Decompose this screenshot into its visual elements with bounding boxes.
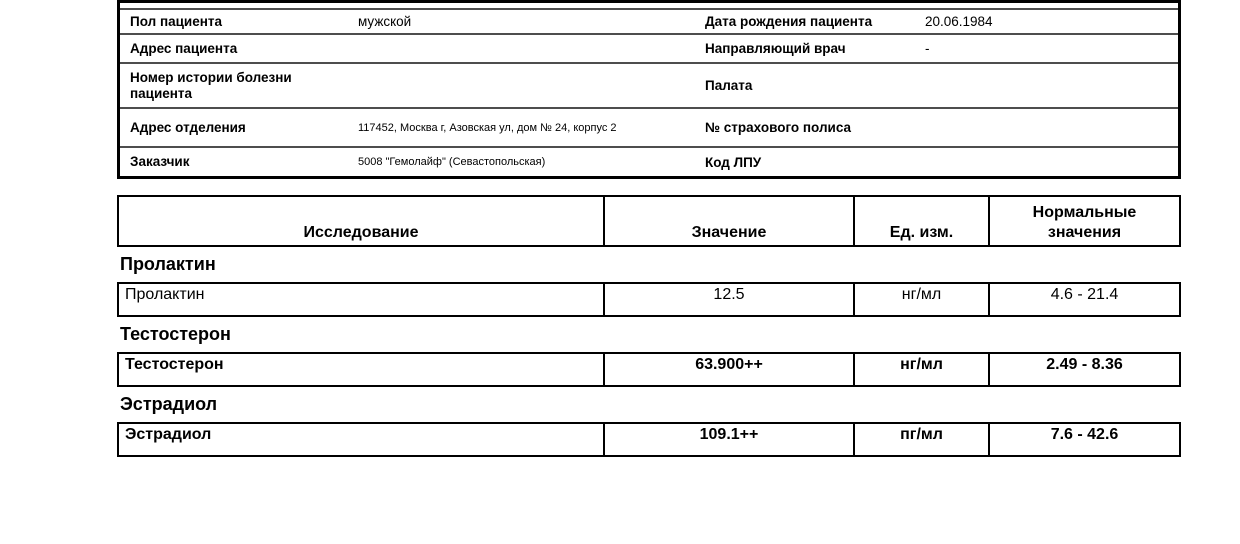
field-label-customer: Заказчик (130, 154, 190, 169)
field-value-referring-doctor: - (925, 41, 930, 56)
section-title-testosterone: Тестостерон (120, 324, 231, 344)
result-normal-range: 7.6 - 42.6 (988, 424, 1179, 455)
result-row-estradiol (117, 422, 1181, 457)
patient-row-address-doctor (120, 35, 1178, 62)
result-normal-range: 4.6 - 21.4 (988, 284, 1179, 315)
result-value: 12.5 (603, 284, 853, 315)
result-row-prolactin (117, 282, 1181, 317)
field-label-history-number: Номер истории болезни пациента (130, 69, 292, 101)
results-table (117, 195, 1181, 457)
field-value-sex: мужской (358, 14, 412, 29)
patient-info-table (117, 0, 1181, 179)
field-label-insurance-policy: № страхового полиса (705, 120, 852, 135)
result-unit: нг/мл (853, 284, 988, 315)
result-test-name: Тестостерон (125, 356, 224, 373)
result-row-testosterone (117, 352, 1181, 387)
field-value-department-address: 117452, Москва г, Азовская ул, дом № 24, корпус 2 (358, 121, 617, 134)
column-header-normal-values: Нормальные значения (988, 197, 1179, 245)
field-value-birthdate: 20.06.1984 (925, 14, 993, 29)
section-title-estradiol: Эстрадиол (120, 394, 218, 414)
field-label-patient-address: Адрес пациента (130, 40, 238, 56)
column-header-value: Значение (603, 197, 853, 245)
result-unit: пг/мл (853, 424, 988, 455)
patient-row-sex-birthdate (120, 10, 1178, 33)
column-header-test: Исследование (303, 224, 419, 241)
field-label-referring-doctor: Направляющий врач (705, 41, 846, 56)
column-header-unit: Ед. изм. (853, 197, 988, 245)
field-label-lpu-code: Код ЛПУ (705, 154, 762, 170)
results-header-row (117, 195, 1181, 247)
field-label-birthdate: Дата рождения пациента (705, 14, 873, 29)
field-label-department-address: Адрес отделения (130, 119, 246, 135)
result-normal-range: 2.49 - 8.36 (988, 354, 1179, 385)
patient-row-department-policy (120, 109, 1178, 146)
result-test-name: Эстрадиол (125, 426, 212, 443)
field-label-sex: Пол пациента (130, 13, 222, 29)
section-title-prolactin: Пролактин (120, 254, 216, 274)
field-value-customer: 5008 "Гемолайф" (Севастопольская) (358, 156, 546, 168)
result-value: 109.1++ (603, 424, 853, 455)
patient-row-history-ward (120, 64, 1178, 107)
result-value: 63.900++ (603, 354, 853, 385)
field-label-ward: Палата (705, 78, 753, 93)
result-unit: нг/мл (853, 354, 988, 385)
patient-row-customer-lpu (120, 148, 1178, 176)
result-test-name: Пролактин (125, 286, 205, 303)
